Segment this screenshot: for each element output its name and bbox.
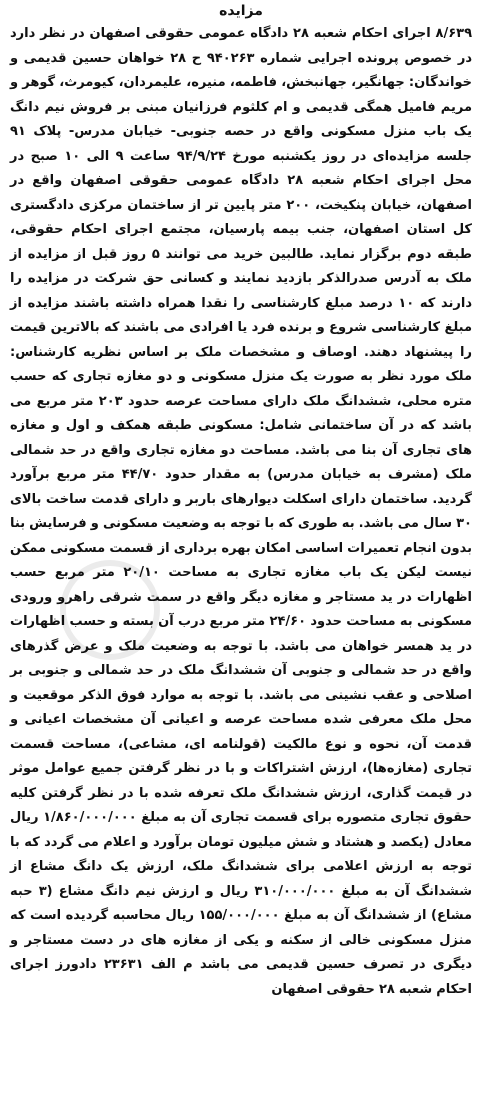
notice-body: ۸/۶۳۹ اجرای احکام شعبه ۲۸ دادگاه عمومی حقوقی اصفهان در نظر دارد در خصوص پرونده اجرایی شماره ۹۴۰۲۶۳ ح ۲۸ خواهان حسین قدیمی و خواندگان: جهانگیر، جهانبخش، فاطمه، منیره، علیمردان، کیومرث، گوهر و مریم فامیل همگی قدیمی و ام کلثوم فرزانیان مبنی بر فروش نیم دانگ یک باب منزل مسکونی واقع در حصه جنوبی- خیابان مدرس- پلاک ۹۱ جلسه مزایده‌ای در روز یکشنبه مورخ ۹۴/۹/۲۴ ساعت ۹ الی ۱۰ صبح در محل اجرای احکام شعبه ۲۸ دادگاه عمومی حقوقی اصفهان واقع در اصفهان، خیابان پنکیخت، ۲۰۰ متر پایین تر از ساختمان مرکزی دادگستری کل استان اصفهان، جنب بیمه پارسیان، مجتمع اجرای احکام حقوقی، طبقه دوم برگزار نماید. طالبین خرید می توانند ۵ روز قبل از مزایده از ملک به آدرس صدرالذکر بازدید نمایند و کسانی حق شرکت در مزایده را دارند که ۱۰ درصد مبلغ کارشناسی را نقدا همراه داشته باشند مزایده از مبلغ کارشناسی شروع و برنده فرد یا افرادی می باشند که بالاترین قیمت را پیشنهاد دهند. اوصاف و مشخصات ملک بر اساس نظریه کارشناس: ملک مورد نظر به صورت یک منزل مسکونی و دو مغازه تجاری که حسب متره محلی، ششدانگ ملک دارای مساحت عرصه حدود ۲۰۳ متر مربع می باشد که در آن ساختمانی شامل: مسکونی طبقه همکف و اول و مغازه های تجاری آن بنا می باشد. مساحت دو مغازه تجاری واقع در حد شمالی ملک (مشرف به خیابان مدرس) به مقدار حدود ۴۴/۷۰ متر مربع برآورد گردید. ساختمان دارای اسکلت دیوارهای باربر و دارای قدمت ساخت بالای ۳۰ سال می باشد. به طوری که با توجه به وضعیت مسکونی و فرسایش بنا بدون انجام تعمیرات اساسی امکان بهره برداری از قسمت مسکونی ممکن نیست لیکن یک باب مغازه تجاری به مساحت ۲۰/۱۰ متر مربع حسب اظهارات در ید مستاجر و مغازه دیگر واقع در سمت شرقی راهرو ورودی مسکونی به مساحت حدود ۲۴/۶۰ متر مربع درب آن بسته و حسب اظهارات در ید همسر خواهان می باشد. با توجه به وضعیت ملک و عرض گذرهای واقع در حد شمالی و جنوبی آن ششدانگ ملک در حد شمالی و جنوبی بر اصلاحی و عقب نشینی می باشد. با توجه به موارد فوق الذکر موقعیت و محل ملک معرفی شده مساحت عرصه و اعیانی آن مشخصات اعیانی و قدمت آن، نحوه و نوع مالکیت (قولنامه ای، مشاعی)، مساحت قسمت تجاری (مغازه‌ها)، ارزش اشتراکات و با در نظر گرفتن جمیع عوامل موثر در قیمت گذاری، ارزش ششدانگ ملک تعرفه شده با در نظر گرفتن کلیه حقوق تجاری متصوره برای قسمت تجاری آن به مبلغ ۱/۸۶۰/۰۰۰/۰۰۰ ریال معادل (یکصد و هشتاد و شش میلیون تومان برآورد و اعلام می گردد که با توجه به ارزش اعلامی برای ششدانگ ملک، ارزش یک دانگ مشاع از ششدانگ آن به مبلغ ۳۱۰/۰۰۰/۰۰۰ ریال و ارزش نیم دانگ مشاع (۳ حبه مشاع) از ششدانگ آن به مبلغ ۱۵۵/۰۰۰/۰۰۰ ریال محاسبه گردیده است که منزل مسکونی خالی از سکنه و یکی از مغازه های در دست مستاجر و دیگری در تصرف حسین قدیمی می باشد م الف ۲۳۶۳۱ دادورز اجرای احکام شعبه ۲۸ حقوقی اصفهان (10, 26, 473, 997)
notice-title: مزایده (219, 3, 263, 19)
